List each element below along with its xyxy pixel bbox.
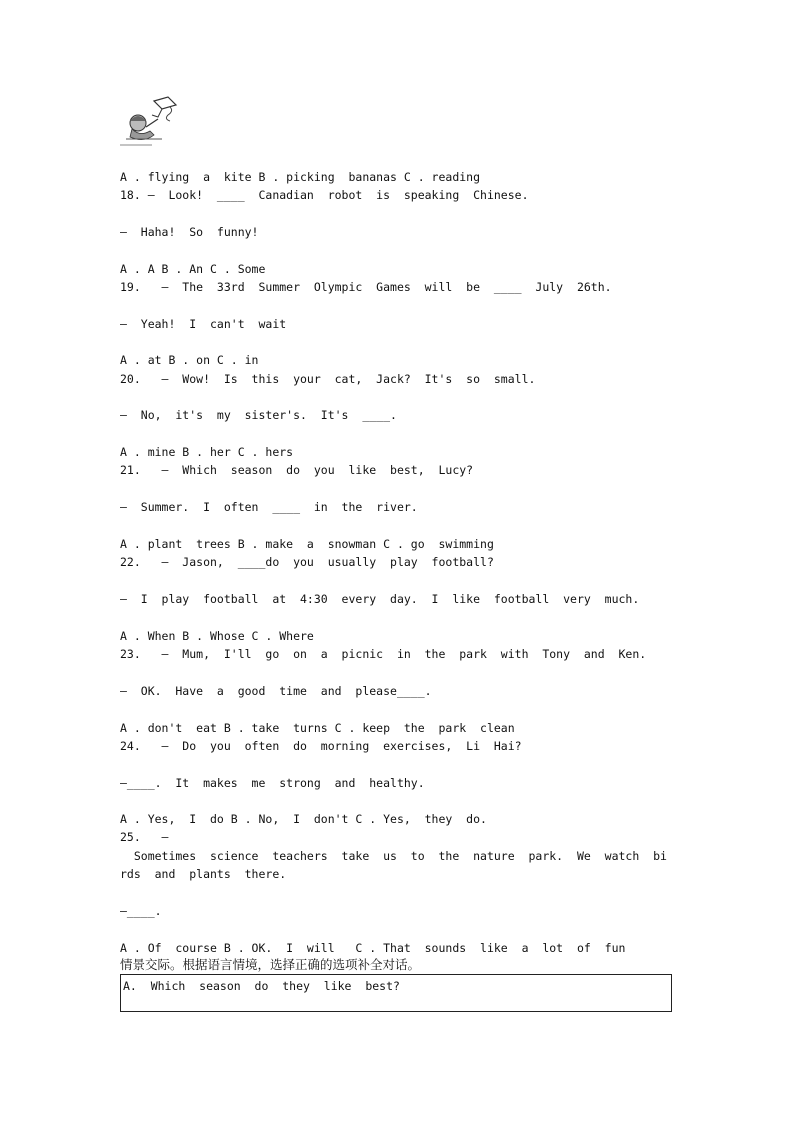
options-box xyxy=(120,974,672,1012)
option-line-19: A . at B . on C . in xyxy=(120,353,259,367)
question-21: 21. — Which season do you like best, Lucy? xyxy=(120,463,474,477)
answer-line-19: — Yeah! I can't wait xyxy=(120,317,287,331)
question-24: 24. — Do you often do morning exercises, Li Hai? xyxy=(120,739,522,753)
child-flying-kite-illustration xyxy=(118,95,182,147)
option-line-17: A . flying a kite B . picking bananas C . reading xyxy=(120,170,481,184)
answer-line-18: — Haha! So funny! xyxy=(120,225,259,239)
answer-line-25: —____. xyxy=(120,904,162,918)
option-line-18: A . A B . An C . Some xyxy=(120,262,266,276)
answer-line-24: —____. It makes me strong and healthy. xyxy=(120,776,425,790)
question-25-text: Sometimes science teachers take us to the nature park. We watch bi xyxy=(120,849,667,863)
option-line-25: A . Of course B . OK. I will C . That sounds like a lot of fun xyxy=(120,941,626,955)
question-20: 20. — Wow! Is this your cat, Jack? It's so small. xyxy=(120,372,536,386)
question-22: 22. — Jason, ____do you usually play football? xyxy=(120,555,494,569)
answer-line-22: — I play football at 4:30 every day. I like football very much. xyxy=(120,592,640,606)
question-25: 25. — xyxy=(120,830,169,844)
option-line-24: A . Yes, I do B . No, I don't C . Yes, they do. xyxy=(120,812,487,826)
question-19: 19. — The 33rd Summer Olympic Games will be ____ July 26th. xyxy=(120,280,612,294)
question-25-text-cont: rds and plants there. xyxy=(120,867,287,881)
option-line-22: A . When B . Whose C . Where xyxy=(120,629,314,643)
option-line-20: A . mine B . her C . hers xyxy=(120,445,294,459)
section-instruction: 情景交际。根据语言情境，选择正确的选项补全对话。 xyxy=(120,957,421,972)
answer-line-20: — No, it's my sister's. It's ____. xyxy=(120,408,397,422)
option-line-21: A . plant trees B . make a snowman C . go swimming xyxy=(120,537,494,551)
answer-line-21: — Summer. I often ____ in the river. xyxy=(120,500,418,514)
box-option-a: A. Which season do they like best? xyxy=(123,979,400,993)
question-23: 23. — Mum, I'll go on a picnic in the park with Tony and Ken. xyxy=(120,647,647,661)
answer-line-23: — OK. Have a good time and please____. xyxy=(120,684,432,698)
option-line-23: A . don't eat B . take turns C . keep the park clean xyxy=(120,721,515,735)
question-18: 18. — Look! ____ Canadian robot is speaking Chinese. xyxy=(120,188,529,202)
